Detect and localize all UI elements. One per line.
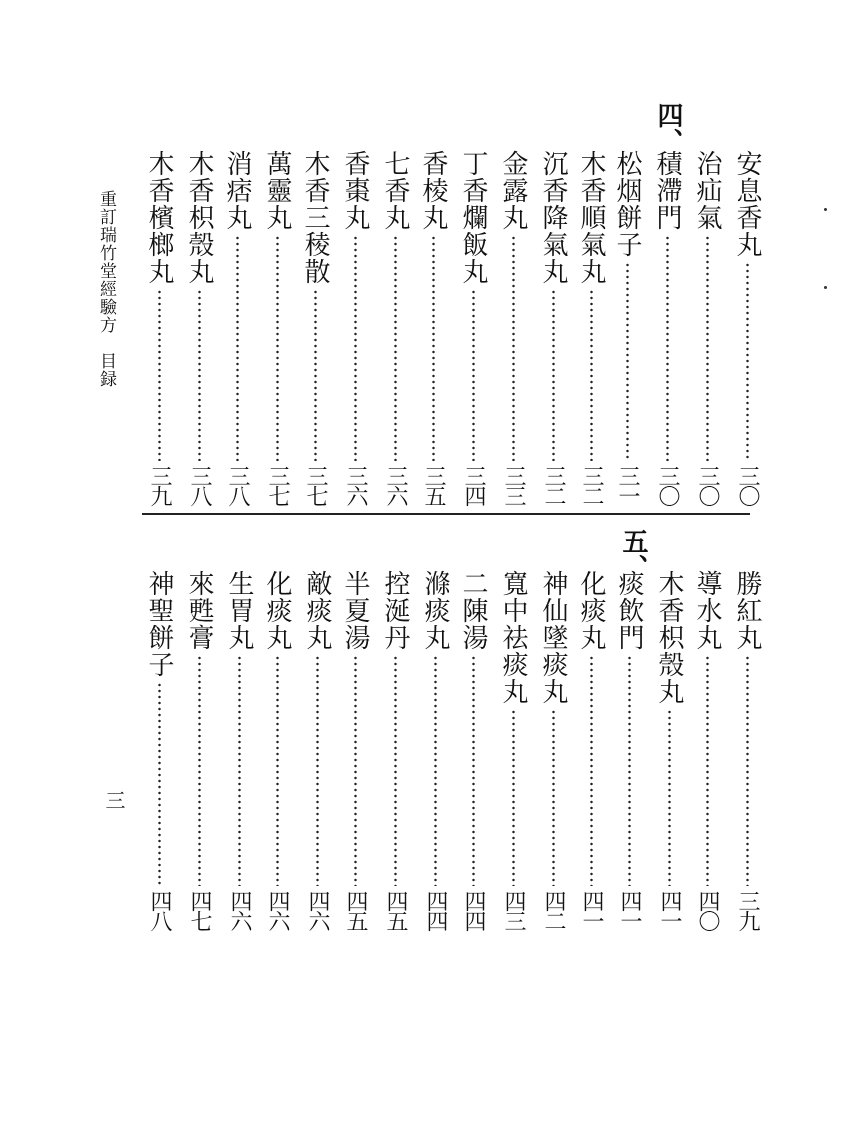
toc-entry[interactable] <box>184 570 214 930</box>
entry-title: 香棱丸 <box>418 150 448 231</box>
entry-page: 三四 <box>461 465 486 505</box>
entry-title: 導水丸 <box>692 570 722 651</box>
entry-title: 痰飲門 <box>614 570 644 651</box>
dot-leader <box>276 235 279 461</box>
dot-leader <box>590 289 593 461</box>
entry-page: 四四 <box>423 890 448 930</box>
entry-title: 木香順氣丸 <box>576 150 606 285</box>
scan-speck <box>824 208 827 211</box>
entry-page: 三八 <box>225 465 250 505</box>
toc-entry[interactable] <box>144 150 174 505</box>
entry-title: 神聖餅子 <box>144 570 174 678</box>
entry-page: 四五 <box>383 890 408 930</box>
dot-leader <box>628 655 631 886</box>
section-label: 目録 <box>96 352 116 388</box>
dot-leader <box>472 655 475 886</box>
toc-entry[interactable] <box>340 150 370 505</box>
toc-entry[interactable] <box>222 150 252 505</box>
toc-entry[interactable] <box>420 570 450 930</box>
dot-leader <box>432 235 435 461</box>
entry-page: 四六 <box>265 890 290 930</box>
toc-entry[interactable] <box>418 150 448 505</box>
toc-entry[interactable] <box>144 570 174 930</box>
toc-entry[interactable] <box>224 570 254 930</box>
dot-leader <box>236 235 239 461</box>
entry-title: 敵痰丸 <box>302 570 332 651</box>
toc-entry[interactable] <box>576 570 606 930</box>
entry-title: 萬靈丸 <box>262 150 292 231</box>
entry-title: 木香檳榔丸 <box>144 150 174 285</box>
entry-title: 來甦膏 <box>184 570 214 651</box>
scan-speck <box>824 286 827 289</box>
dot-leader <box>552 709 555 886</box>
entry-title: 半夏湯 <box>340 570 370 651</box>
entry-page: 四六 <box>305 890 330 930</box>
entry-title: 治疝氣 <box>692 150 722 231</box>
dot-leader <box>512 235 515 461</box>
entry-title: 木香枳殼丸 <box>184 150 214 285</box>
toc-entry[interactable] <box>538 150 568 505</box>
toc-entry[interactable] <box>302 570 332 930</box>
toc-entry[interactable] <box>652 150 682 505</box>
toc-entry[interactable] <box>380 570 410 930</box>
dot-leader <box>626 262 629 461</box>
dot-leader <box>472 289 475 461</box>
dot-leader <box>552 289 555 461</box>
toc-entry[interactable] <box>732 150 762 505</box>
book-title-margin <box>96 190 116 388</box>
entry-title: 七香丸 <box>380 150 410 231</box>
entry-title: 滌痰丸 <box>420 570 450 651</box>
dot-leader <box>238 655 241 886</box>
entry-title: 松烟餅子 <box>612 150 642 258</box>
dot-leader <box>198 289 201 461</box>
entry-page: 三九 <box>735 890 760 930</box>
entry-page: 三三 <box>501 465 526 505</box>
toc-entry[interactable] <box>692 570 722 930</box>
dot-leader <box>706 235 709 461</box>
entry-page: 四六 <box>227 890 252 930</box>
dot-leader <box>394 655 397 886</box>
dot-leader <box>354 235 357 461</box>
dot-leader <box>746 262 749 461</box>
dot-leader <box>198 655 201 886</box>
entry-title: 化痰丸 <box>262 570 292 651</box>
entry-page: 三七 <box>265 465 290 505</box>
toc-entry[interactable] <box>340 570 370 930</box>
entry-title: 神仙墜痰丸 <box>538 570 568 705</box>
entry-title: 沉香降氣丸 <box>538 150 568 285</box>
entry-page: 四四 <box>461 890 486 930</box>
toc-entry[interactable] <box>458 570 488 930</box>
entry-page: 四一 <box>579 890 604 930</box>
entry-title: 積滯門 <box>652 150 682 231</box>
entry-page: 四七 <box>187 890 212 930</box>
entry-title: 控涎丹 <box>380 570 410 651</box>
toc-entry[interactable] <box>458 150 488 505</box>
dot-leader <box>158 289 161 461</box>
page-number: 三 <box>102 790 126 810</box>
entry-page: 三二 <box>579 465 604 505</box>
section-heading-five: 五、 <box>618 528 648 580</box>
dot-leader <box>706 655 709 886</box>
entry-page: 三八 <box>187 465 212 505</box>
entry-page: 三六 <box>343 465 368 505</box>
entry-page: 四〇 <box>695 890 720 930</box>
entry-title: 勝紅丸 <box>732 570 762 651</box>
toc-entry[interactable] <box>612 150 642 505</box>
entry-page: 三一 <box>615 465 640 505</box>
dot-leader <box>316 655 319 886</box>
entry-page: 四二 <box>541 890 566 930</box>
dot-leader <box>276 655 279 886</box>
entry-page: 三〇 <box>735 465 760 505</box>
entry-title: 消痞丸 <box>222 150 252 231</box>
entry-page: 三七 <box>303 465 328 505</box>
entry-page: 三〇 <box>695 465 720 505</box>
dot-leader <box>314 289 317 461</box>
dot-leader <box>434 655 437 886</box>
entry-page: 四八 <box>147 890 172 930</box>
entry-page: 四三 <box>501 890 526 930</box>
book-title: 重訂瑞竹堂經驗方 <box>96 190 116 334</box>
entry-title: 生胃丸 <box>224 570 254 651</box>
entry-title: 木香三稜散 <box>300 150 330 285</box>
entry-title: 金露丸 <box>498 150 528 231</box>
toc-entry[interactable] <box>498 150 528 505</box>
entry-title: 二陳湯 <box>458 570 488 651</box>
dot-leader <box>354 655 357 886</box>
section-heading-four: 四、 <box>653 102 683 154</box>
dot-leader <box>512 709 515 886</box>
toc-entry[interactable] <box>498 570 528 930</box>
dot-leader <box>158 682 161 886</box>
toc-entry[interactable] <box>262 150 292 505</box>
entry-page: 四五 <box>343 890 368 930</box>
dot-leader <box>668 709 671 886</box>
dot-leader <box>394 235 397 461</box>
entry-page: 四一 <box>657 890 682 930</box>
entry-page: 三六 <box>383 465 408 505</box>
entry-title: 化痰丸 <box>576 570 606 651</box>
entry-page: 三九 <box>147 465 172 505</box>
toc-entry[interactable] <box>380 150 410 505</box>
toc-entry[interactable] <box>576 150 606 505</box>
entry-page: 三五 <box>421 465 446 505</box>
entry-title: 寬中祛痰丸 <box>498 570 528 705</box>
block-divider <box>142 513 750 515</box>
entry-title: 丁香爛飯丸 <box>458 150 488 285</box>
entry-page: 三〇 <box>655 465 680 505</box>
entry-title: 香棗丸 <box>340 150 370 231</box>
toc-entry[interactable] <box>614 570 644 930</box>
dot-leader <box>746 655 749 886</box>
toc-entry[interactable] <box>538 570 568 930</box>
toc-entry[interactable] <box>692 150 722 505</box>
toc-entry[interactable] <box>654 570 684 930</box>
entry-page: 四一 <box>617 890 642 930</box>
entry-title: 木香枳殼丸 <box>654 570 684 705</box>
entry-title: 安息香丸 <box>732 150 762 258</box>
dot-leader <box>590 655 593 886</box>
toc-entry[interactable] <box>732 570 762 930</box>
toc-entry[interactable] <box>184 150 214 505</box>
dot-leader <box>666 235 669 461</box>
entry-page: 三二 <box>541 465 566 505</box>
toc-entry[interactable] <box>300 150 330 505</box>
toc-entry[interactable] <box>262 570 292 930</box>
